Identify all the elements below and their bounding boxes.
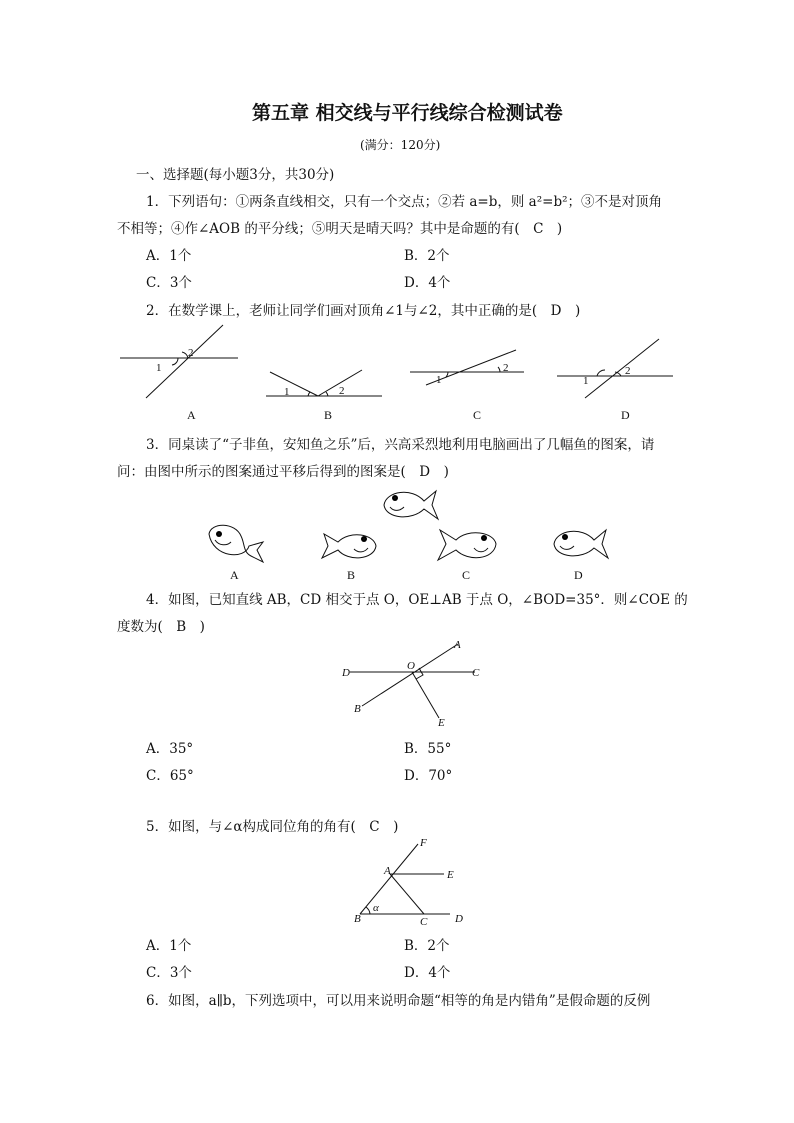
q5-stem: 5．如图，与∠α构成同位角的角有( C ) (146, 819, 399, 835)
q2-label-b: B (324, 408, 333, 422)
section-heading: 一、选择题(每小题3分，共30分) (136, 167, 335, 183)
q2-c-angle2: 2 (503, 362, 509, 374)
q4-stem-line1: 4．如图，已知直线 AB，CD 相交于点 O，OE⊥AB 于点 O，∠BOD=35°．则∠COE 的 (146, 592, 688, 608)
q1-option-c: C．3个 (146, 275, 192, 291)
q3-fish-a (205, 522, 267, 564)
q2-label-d: D (621, 408, 630, 422)
q3-stem-line1: 3．同桌读了“子非鱼，安知鱼之乐”后，兴高采烈地利用电脑画出了几幅鱼的图案，请 (146, 437, 655, 453)
q5-point-d: D (455, 913, 463, 925)
q5-option-d: D．4个 (404, 965, 451, 981)
q2-d-angle2: 2 (625, 365, 631, 377)
q5-option-a: A．1个 (146, 938, 192, 954)
q3-label-b: B (347, 568, 356, 582)
q5-point-f: F (420, 837, 427, 849)
q3-fish-b (318, 528, 380, 564)
q4-point-b: B (354, 703, 361, 715)
q2-figure-a (118, 322, 240, 402)
q4-figure (340, 636, 490, 728)
q3-original-fish (378, 485, 440, 525)
q2-b-angle2: 2 (339, 385, 345, 397)
q3-fish-c (434, 526, 498, 566)
q1-option-b: B．2个 (404, 248, 450, 264)
q4-point-a: A (454, 639, 461, 651)
q4-option-c: C．65° (146, 768, 194, 784)
q3-label-d: D (574, 568, 583, 582)
q4-option-b: B．55° (404, 741, 452, 757)
q5-point-b: B (354, 913, 361, 925)
q2-label-a: A (187, 408, 196, 422)
q2-b-angle1: 1 (284, 386, 290, 398)
q1-option-d: D．4个 (404, 275, 451, 291)
q3-label-a: A (230, 568, 239, 582)
q6-stem: 6．如图，a∥b，下列选项中，可以用来说明命题“相等的角是内错角”是假命题的反例 (146, 993, 651, 1009)
q2-label-c: C (473, 408, 482, 422)
q3-stem-line2: 问：由图中所示的图案通过平移后得到的图案是( D ) (117, 464, 449, 480)
q4-point-e: E (438, 717, 445, 729)
q2-d-angle1: 1 (583, 375, 589, 387)
q2-a-angle2: 2 (188, 347, 194, 359)
q1-stem-line2: 不相等；④作∠AOB 的平分线；⑤明天是晴天吗？其中是命题的有( C ) (117, 221, 563, 237)
q4-stem-line2: 度数为( B ) (117, 619, 205, 635)
q2-stem: 2．在数学课上，老师让同学们画对顶角∠1与∠2，其中正确的是( D ) (146, 303, 581, 319)
q4-point-d: D (342, 667, 350, 679)
q4-point-o: O (407, 660, 415, 672)
q5-option-b: B．2个 (404, 938, 450, 954)
q5-alpha: α (373, 902, 379, 914)
q5-point-a: A (384, 865, 391, 877)
q3-label-c: C (462, 568, 471, 582)
q2-c-angle1: 1 (436, 374, 442, 386)
q4-option-a: A．35° (146, 741, 194, 757)
score-note: (满分：120分) (360, 138, 441, 152)
q2-figure-d (555, 336, 677, 400)
q4-option-d: D．70° (404, 768, 453, 784)
page-title: 第五章 相交线与平行线综合检测试卷 (252, 102, 563, 124)
q2-figure-c (408, 347, 530, 387)
q3-fish-d (548, 524, 610, 564)
q2-a-angle1: 1 (156, 362, 162, 374)
q5-point-e: E (447, 869, 454, 881)
q4-point-c: C (472, 667, 480, 679)
q5-option-c: C．3个 (146, 965, 192, 981)
q5-figure (352, 836, 472, 928)
q5-point-c: C (420, 916, 428, 928)
q1-stem-line1: 1．下列语句：①两条直线相交，只有一个交点；②若 a=b，则 a²=b²；③不是对顶角 (146, 194, 662, 210)
q1-option-a: A．1个 (146, 248, 192, 264)
q2-figure-b (264, 352, 386, 402)
